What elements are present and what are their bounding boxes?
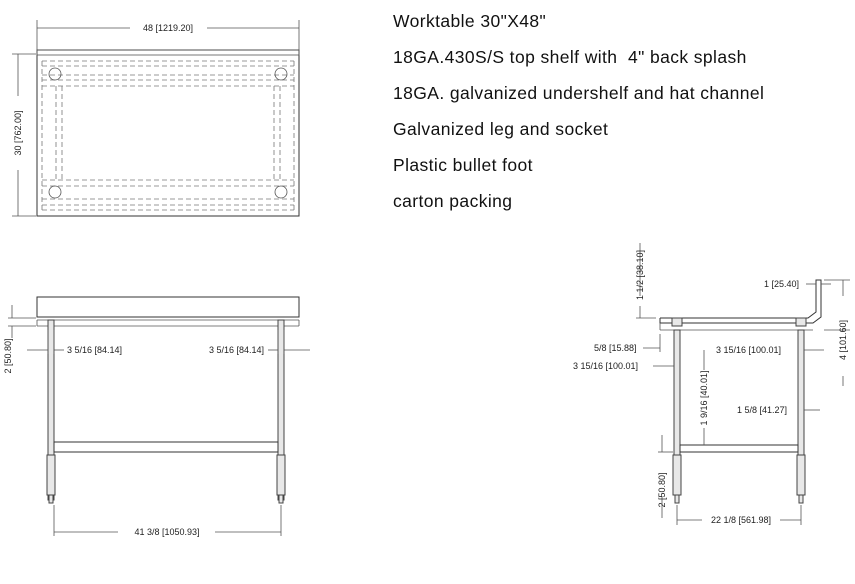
side-foot <box>799 495 803 503</box>
spec-item: 18GA.430S/S top shelf with 4" back splash <box>393 47 747 67</box>
spec-item: Worktable 30"X48" <box>393 11 547 31</box>
spec-item: carton packing <box>393 191 513 211</box>
leg-circle <box>275 186 287 198</box>
side-left-inset-label: 3 15/16 [100.01] <box>573 361 639 371</box>
spec-list <box>393 6 764 222</box>
front-left-inset-label: 3 5/16 [84.14] <box>67 345 123 355</box>
top-view <box>12 20 299 216</box>
side-foot <box>675 495 679 503</box>
spec-item: Galvanized leg and socket <box>393 119 609 139</box>
side-splash-height-label: 4 [101.60] <box>838 319 848 361</box>
front-top-thickness-label: 2 [50.80] <box>3 338 13 374</box>
side-foot-label: 2 [50.80] <box>657 472 667 508</box>
front-socket <box>47 455 55 495</box>
side-splash-thickness-label: 1 [25.40] <box>764 279 800 289</box>
front-leg-span-label: 41 3/8 [1050.93] <box>134 527 200 537</box>
side-edge-label: 5/8 [15.88] <box>594 343 637 353</box>
side-undershelf <box>680 445 798 452</box>
front-socket <box>277 455 285 495</box>
leg-circle <box>49 186 61 198</box>
leg-circle <box>275 68 287 80</box>
leg-circle <box>49 68 61 80</box>
side-shelf-label: 1 5/8 [41.27] <box>737 405 788 415</box>
side-socket <box>673 455 681 495</box>
spec-item: 18GA. galvanized undershelf and hat channel <box>393 83 765 103</box>
front-top-slab <box>37 297 299 317</box>
side-view <box>573 243 850 525</box>
front-undershelf <box>54 442 278 452</box>
side-leg-span-label: 22 1/8 [561.98] <box>710 515 772 525</box>
top-width-label: 48 [1219.20] <box>142 23 194 33</box>
front-right-inset-label: 3 5/16 [84.14] <box>208 345 264 355</box>
front-foot <box>49 495 53 503</box>
side-right-inset-label: 3 15/16 [100.01] <box>716 345 782 355</box>
side-splash-top-label: 1 1/2 [38.10] <box>635 249 645 301</box>
spec-item: Plastic bullet foot <box>393 155 533 175</box>
front-foot <box>279 495 283 503</box>
front-view <box>3 297 310 537</box>
side-channel-label: 1 9/16 [40.01] <box>699 370 709 426</box>
side-socket <box>797 455 805 495</box>
top-depth-label: 30 [762.00] <box>13 110 23 156</box>
